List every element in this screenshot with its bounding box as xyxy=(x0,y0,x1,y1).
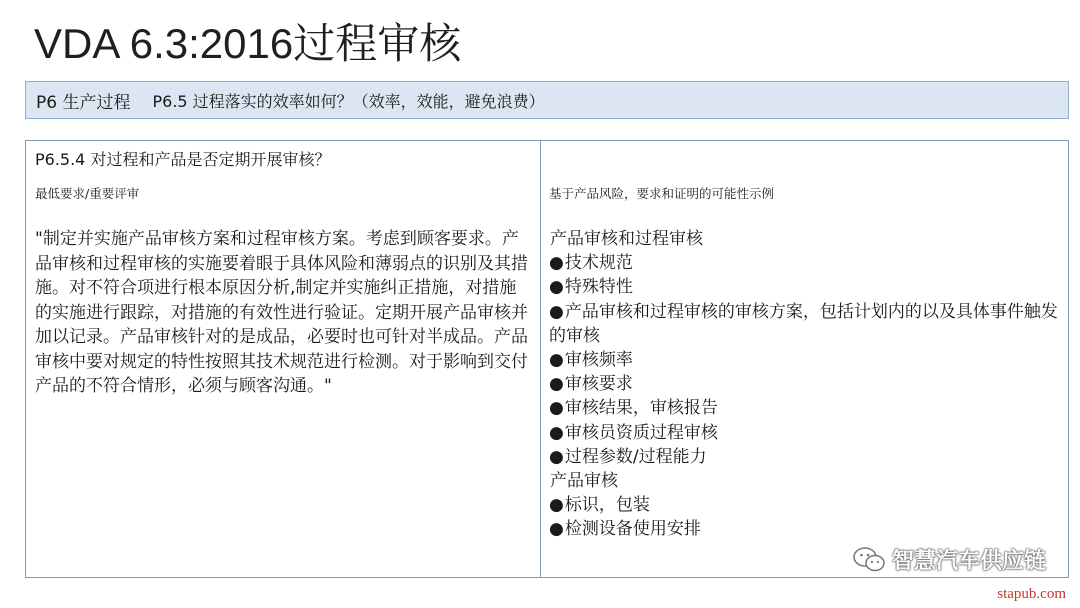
examples-subheading: 基于产品风险，要求和证明的可能性示例 xyxy=(549,186,775,201)
list-item: ●审核员资质过程审核 xyxy=(549,422,718,443)
list-item: ●过程参数/过程能力 xyxy=(549,446,707,467)
examples-list xyxy=(549,227,1061,542)
site-watermark: stapub.com xyxy=(997,586,1066,602)
list-item: ●产品审核和过程审核的审核方案，包括计划内的以及具体事件触发的审核 xyxy=(549,301,1058,346)
bullet-icon: ● xyxy=(549,374,564,395)
page-title: VDA 6.3:2016过程审核 xyxy=(34,20,462,67)
requirement-text: "制定并实施产品审核方案和过程审核方案。考虑到顾客要求。产品审核和过程审核的实施要着眼于具体风险和薄弱点的识别及其措施。对不符合项进行根本原因分析,制定并实施纠正措施，对措施的实施进行跟踪，对措施的有效性进行验证。定期开展产品审核并加以记录。产品审核针对的是成品，必要时也可针对半成品。产品审核中要对规定的特性按照其技术规范进行检测。对于影响到交付产品的不符合情形，必须与顾客沟通。" xyxy=(35,229,528,396)
bullet-icon: ● xyxy=(549,495,564,516)
list-item: ●技术规范 xyxy=(549,253,633,274)
list-item: ●特殊特性 xyxy=(549,277,633,298)
bullet-icon: ● xyxy=(549,422,564,443)
bullet-icon: ● xyxy=(549,277,564,298)
list-item: ●检测设备使用安排 xyxy=(549,519,701,540)
list-item: ●审核结果，审核报告 xyxy=(549,398,718,419)
bullet-icon: ● xyxy=(549,253,564,274)
wechat-icon xyxy=(852,546,886,574)
requirements-subheading: 最低要求/重要评审 xyxy=(35,186,140,201)
list-item: ●审核要求 xyxy=(549,374,633,395)
bullet-icon: ● xyxy=(549,301,564,322)
section-label: P6 生产过程 xyxy=(36,92,131,113)
list-item: ●审核频率 xyxy=(549,350,633,371)
section-question: P6.5 过程落实的效率如何？（效率，效能，避免浪费） xyxy=(152,91,545,111)
bullet-icon: ● xyxy=(549,519,564,540)
bullet-icon: ● xyxy=(549,446,564,467)
audit-table xyxy=(25,140,1069,578)
audit-question: P6.5.4 对过程和产品是否定期开展审核？ xyxy=(35,150,331,169)
bullet-icon: ● xyxy=(549,350,564,371)
watermark xyxy=(852,544,1046,575)
watermark-text: 智慧汽车供应链 xyxy=(891,549,1046,574)
list-item: ●标识，包装 xyxy=(549,495,650,516)
requirements-column xyxy=(26,141,541,577)
list-item: 产品审核 xyxy=(550,471,618,492)
list-item: 产品审核和过程审核 xyxy=(550,229,703,249)
bullet-icon: ● xyxy=(549,398,564,419)
section-header xyxy=(25,81,1069,119)
examples-column xyxy=(541,141,1068,577)
